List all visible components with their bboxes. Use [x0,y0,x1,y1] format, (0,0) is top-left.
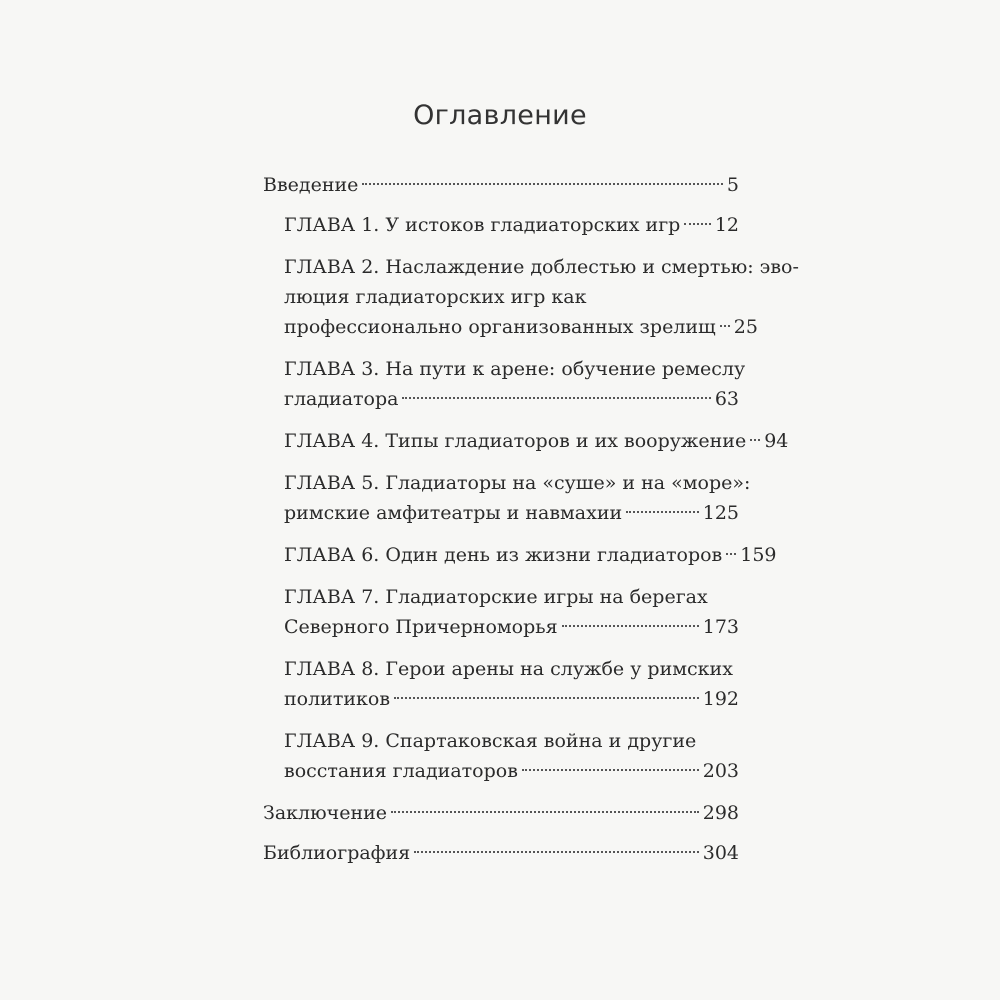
toc-entry-title: ГЛАВА 4. Типы гладиаторов и их вооружение [284,430,747,452]
toc-page-number: 5 [726,174,739,196]
toc-entry-title: ГЛАВА 1. У истоков гладиаторских игр [284,214,681,236]
dot-leader [684,223,710,225]
toc-entry [263,210,739,240]
toc-entry [263,654,739,714]
toc-entry [263,726,739,786]
dot-leader [394,697,699,699]
toc-page-number: 12 [714,214,739,236]
toc-entry [263,838,739,868]
dot-leader [562,625,699,627]
toc-page-number: 304 [702,842,739,864]
dot-leader [750,439,760,441]
dot-leader [626,511,699,513]
toc-entry-line: ГЛАВА 8. Герои арены на службе у римских [284,658,733,680]
toc-entry-title: профессионально организованных зрелищ [284,316,716,338]
toc-entry-line: ГЛАВА 3. На пути к арене: обучение ремеслу [284,358,746,380]
toc-entry-title: ГЛАВА 6. Один день из жизни гладиаторов [284,544,723,566]
toc-page-number: 25 [733,316,758,338]
toc-page-number: 192 [702,688,739,710]
toc-entry-line: люция гладиаторских игр как [284,286,587,308]
toc-entry-last-line [284,426,789,456]
dot-leader [720,325,730,327]
dot-leader [402,397,710,399]
toc-entry-title: гладиатора [284,388,399,410]
toc-entry-line: ГЛАВА 5. Гладиаторы на «суше» и на «море»: [284,472,751,494]
toc-entry-last-line [263,798,739,828]
toc-entry-title: Введение [263,174,359,196]
toc-entry [263,468,751,528]
toc-entry-last-line [284,540,777,570]
toc-entry [263,170,739,200]
toc-entry [263,582,739,642]
dot-leader [522,769,699,771]
table-of-contents [263,170,799,878]
toc-page-number: 298 [702,802,739,824]
toc-entry-line: ГЛАВА 9. Спартаковская война и другие [284,730,697,752]
dot-leader [726,553,736,555]
toc-entry [263,426,789,456]
toc-entry [263,354,746,414]
toc-entry-last-line [284,684,739,714]
toc-entry-line: ГЛАВА 2. Наслаждение доблестью и смертью: эво- [284,256,799,278]
toc-entry-last-line [284,756,739,786]
toc-entry-last-line [284,210,739,240]
toc-entry-last-line [284,612,739,642]
toc-entry [263,798,739,828]
toc-entry-title: Северного Причерноморья [284,616,558,638]
toc-entry-title: римские амфитеатры и навмахии [284,502,623,524]
toc-entry-last-line [263,838,739,868]
toc-page-number: 203 [702,760,739,782]
toc-entry-line: ГЛАВА 7. Гладиаторские игры на берегах [284,586,708,608]
toc-page-number: 159 [740,544,777,566]
toc-entry-title: Библиография [263,842,411,864]
toc-entry-last-line [284,498,739,528]
toc-entry-title: восстания гладиаторов [284,760,518,782]
dot-leader [414,851,699,853]
toc-entry-last-line [284,384,739,414]
toc-entry-title: Заключение [263,802,388,824]
toc-entry-title: политиков [284,688,391,710]
toc-entry-last-line [263,170,739,200]
toc-page-number: 63 [714,388,739,410]
toc-page-number: 125 [702,502,739,524]
page-title: Оглавление [413,100,587,131]
toc-entry-last-line [284,312,758,342]
dot-leader [362,183,722,185]
toc-page-number: 173 [702,616,739,638]
toc-entry [263,252,799,342]
toc-entry [263,540,777,570]
toc-page-number: 94 [764,430,789,452]
dot-leader [391,811,699,813]
